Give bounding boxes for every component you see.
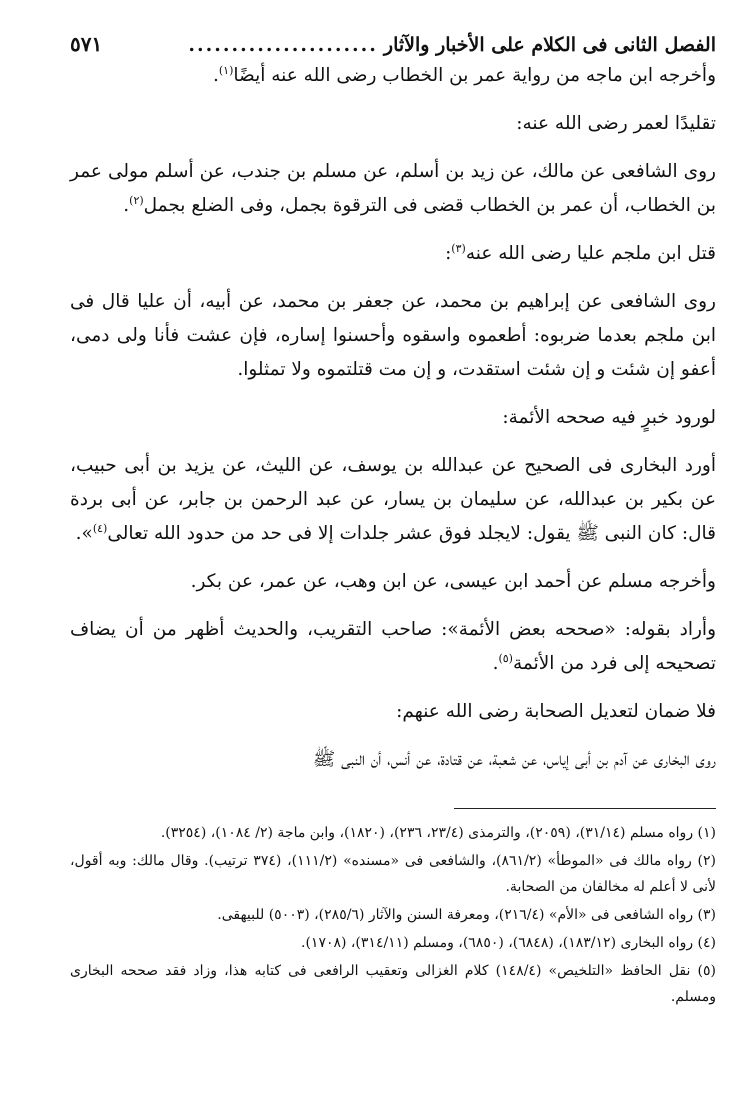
paragraph: روى الشافعى عن إبراهيم بن محمد، عن جعفر بن محمد، عن أبيه، أن عليا قال فى ابن ملجم بعدما ضربوه: أطعموه واسقوه وأحسنوا إساره، فإن عشت فأنا ولى دمى، أعفو إن شئت و إن شئت استقدت، و إن مت قتلتموه ولا تمثلوا. [70, 291, 716, 380]
paragraph: وأخرجه ابن ماجه من رواية عمر بن الخطاب رضى الله عنه أيضًا$^{(١)}$. [212, 63, 716, 86]
section-heading: لورود خبرٍ فيه صححه الأئمة: [502, 407, 716, 428]
footnote-1: (١) رواه مسلم (٣١/١٤)، (٢٠٥٩)، والترمذى (٢٣/٤، ٢٣٦)، (١٨٢٠)، وابن ماجة (٢/ ١٠٨٤)، (٣٢٥٤). [160, 825, 716, 841]
main-text [70, 59, 716, 777]
paragraph: روى البخارى عن آدم بن أبى إياس، عن شعبة، عن قتادة، عن أنس، أن النبى ﷺ [312, 749, 716, 770]
paragraph: وأخرجه مسلم عن أحمد ابن عيسى، عن ابن وهب، عن عمر، عن بكر. [190, 571, 716, 592]
footnote-4: (٤) رواه البخارى (١٨٣/١٢)، (٦٨٤٨)، (٦٨٥٠)، ومسلم (٣١٤/١١)، (١٧٠٨). [301, 935, 716, 951]
footnotes [70, 820, 716, 1012]
footnote-separator [454, 808, 716, 809]
header-title: الفصل الثانى فى الكلام على الأخبار والآثار [383, 34, 716, 56]
running-header [70, 30, 716, 59]
footnote-ref[interactable]: (١) [218, 63, 234, 77]
footnote-5: (٥) نقل الحافظ «التلخيص» (١٤٨/٤) كلام الغزالى وتعقيب الرافعى فى كتابه هذا، وزاد فقد صححه البخارى ومسلم. [70, 963, 716, 1005]
footnote-ref[interactable]: (٥) [498, 651, 513, 665]
paragraph: روى الشافعى عن مالك، عن زيد بن أسلم، عن مسلم بن جندب، عن أسلم مولى عمر بن الخطاب، أن عمر بن الخطاب قضى فى الترقوة بجمل، وفى الضلع بجمل$^{(٢)}$. [70, 161, 716, 216]
footnote-ref[interactable]: (٣) [451, 241, 466, 255]
page-body [70, 30, 716, 791]
paragraph: أورد البخارى فى الصحيح عن عبدالله بن يوسف، عن الليث، عن يزيد بن أبى حبيب، عن بكير بن عبدالله، عن سليمان بن يسار، عن عبد الرحمن بن جابر، عن أبى بردة قال: كان النبى ﷺ يقول: لايجلد فوق عشر جلدات إلا فى حد من حدود الله تعالى$^{(٤)}$». [70, 455, 716, 544]
page-number: ٥٧١ [70, 32, 103, 56]
footnote-3: (٣) رواه الشافعى فى «الأم» (٢١٦/٤)، ومعرفة السنن والآثار (٢٨٥/٦)، (٥٠٠٣) للبيهقى. [217, 907, 716, 923]
footnote-2: (٢) رواه مالك فى «الموطأ» (٨٦١/٢)، والشافعى فى «مسنده» (١١١/٢)، (٣٧٤ ترتيب). وقال مالك: وبه أقول، لأنى لا أعلم له مخالفان من الصحابة. [70, 853, 716, 895]
footnote-ref[interactable]: (٢) [129, 193, 144, 207]
paragraph: وأراد بقوله: «صححه بعض الأئمة»: صاحب التقريب، والحديث أظهر من أن يضاف تصحيحه إلى فرد من الأئمة$^{(٥)}$. [70, 619, 716, 674]
header-dots: ...................... [188, 34, 378, 56]
footnote-ref[interactable]: (٤) [92, 521, 108, 535]
section-heading: تقليدًا لعمر رضى الله عنه: [516, 113, 716, 134]
section-heading: فلا ضمان لتعديل الصحابة رضى الله عنهم: [396, 701, 716, 722]
section-heading: قتل ابن ملجم عليا رضى الله عنه$^{(٣)}$: [445, 241, 716, 264]
